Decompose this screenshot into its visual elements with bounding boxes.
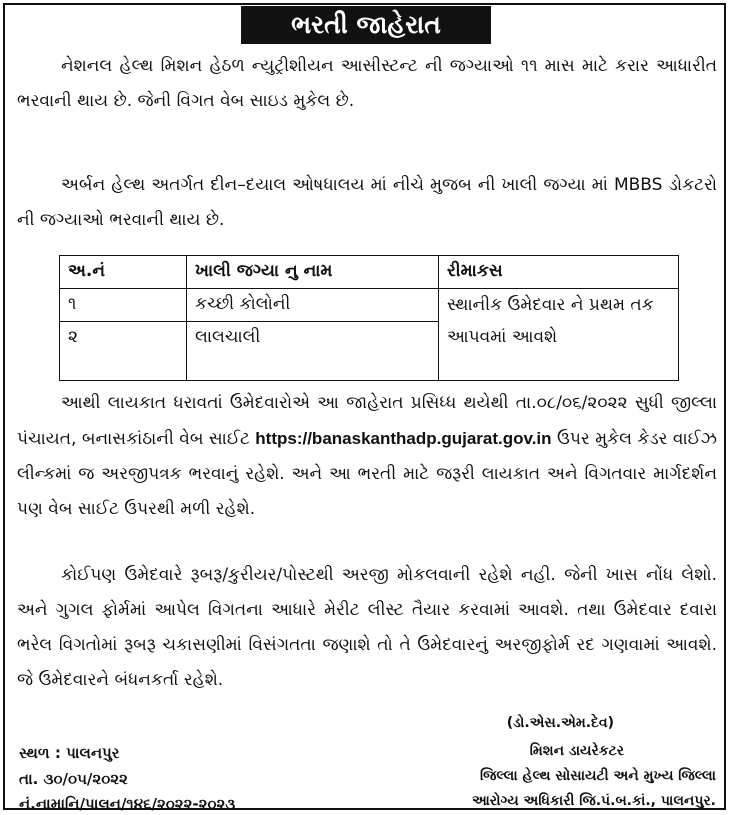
signatory-title: મિશન ડાયરેકટર — [529, 743, 624, 759]
cell-serial: ૧ — [60, 289, 187, 322]
vacancy-table — [59, 255, 679, 381]
cell-vacancy-name: લાલચાલી — [187, 322, 439, 381]
table-header-row — [60, 256, 679, 289]
instructions-text: આથી લાયકાત ધરાવતાં ઉમેદવારોએ આ જાહેરાત પ્રસિધ્ધ થયેથી તા.૦૮/૦૬/૨૦૨૨ સુધી જીલ્લા પંચાયત, બનાસકાંઠાની વેબ સાઈટ — [17, 393, 717, 449]
cell-serial: ૨ — [60, 322, 187, 381]
website-link[interactable]: https://banaskanthadp.gujarat.gov.in — [255, 429, 552, 448]
paragraph-application-instructions — [17, 386, 717, 527]
cell-vacancy-name: કચ્છી કોલોની — [187, 289, 439, 322]
paragraph-application-rules: કોઈપણ ઉમેદવારે રૂબરૂ/કુરીયર/પોસ્ટથી અરજી મોકલવાની રહેશે નહી. જેની ખાસ નોંધ લેશો. અને ગુગલ ફોર્મમાં આપેલ વિગતના આધારે મેરીટ લીસ્ટ તૈયાર કરવામાં આવશે. તથા ઉમેદવાર દવારા ભરેલ વિગતોમાં રૂબરૂ ચકાસણીમાં વિસંગતતા જણાશે તો તે ઉમેદવારનું અરજીફોર્મ રદ ગણવામાં આવશે. જે ઉમેદવારને બંધનકર્તા રહેશે. — [17, 565, 717, 690]
instructions-text-continued: ઉપર મુકેલ કેડર વાઈઝ લીન્કમાં જ અરજીપત્રક ભરવાનું રહેશે. અને આ ભરતી માટે જરૂરી લાયકાત અને વિગતવાર માર્ગદર્શન પણ વેબ સાઈટ ઉપરથી મળી રહેશે. — [17, 429, 717, 519]
paragraph-nutrition-assistant: નેશનલ હેલ્થ મિશન હેઠળ ન્યુટ્રીશીયન આસીસ્ટન્ટ ની જગ્યાઓ ૧૧ માસ માટે કરાર આધારીત ભરવાની થાય છે. જેની વિગત વેબ સાઇડ મુકેલ છે. — [17, 56, 717, 111]
table-row — [60, 289, 679, 322]
office-line-2: આરોગ્ય અધિકારી જિ.પં.બ.કાં., પાલનપુર. — [471, 793, 716, 809]
office-line-1: જિલ્લા હેલ્થ સોસાયટી અને મુખ્ય જિલ્લા — [479, 768, 716, 784]
place-label: સ્થળ : પાલનપુર — [19, 744, 120, 762]
column-header-remarks: રીમાકસ — [439, 256, 679, 289]
signatory-name: (ડો.એસ.એમ.દેવ) — [506, 715, 614, 731]
cell-remarks: સ્થાનીક ઉમેદવાર ને પ્રથમ તક આપવમાં આવશે — [439, 289, 679, 381]
notice-title: ભરતી જાહેરાત — [241, 6, 491, 44]
column-header-serial: અ.નં — [60, 256, 187, 289]
recruitment-notice — [3, 3, 726, 813]
column-header-vacancy-name: ખાલી જગ્યા નુ નામ — [187, 256, 439, 289]
reference-number: નં.નામાનિ/પાલન/૧૪૬/૨૦૨૨-૨૦૨૩ — [19, 795, 236, 813]
paragraph-mbbs-doctors: અર્બન હેલ્થ અતર્ગત દીન–દયાલ ઓષધાલય માં નીચે મુજબ ની ખાલી જગ્યા માં MBBS ડોકટરો ની જગ્યાઓ ભરવાની થાય છે. — [17, 175, 717, 230]
date-label: તા. ૩૦/૦૫/૨૦૨૨ — [19, 770, 128, 788]
